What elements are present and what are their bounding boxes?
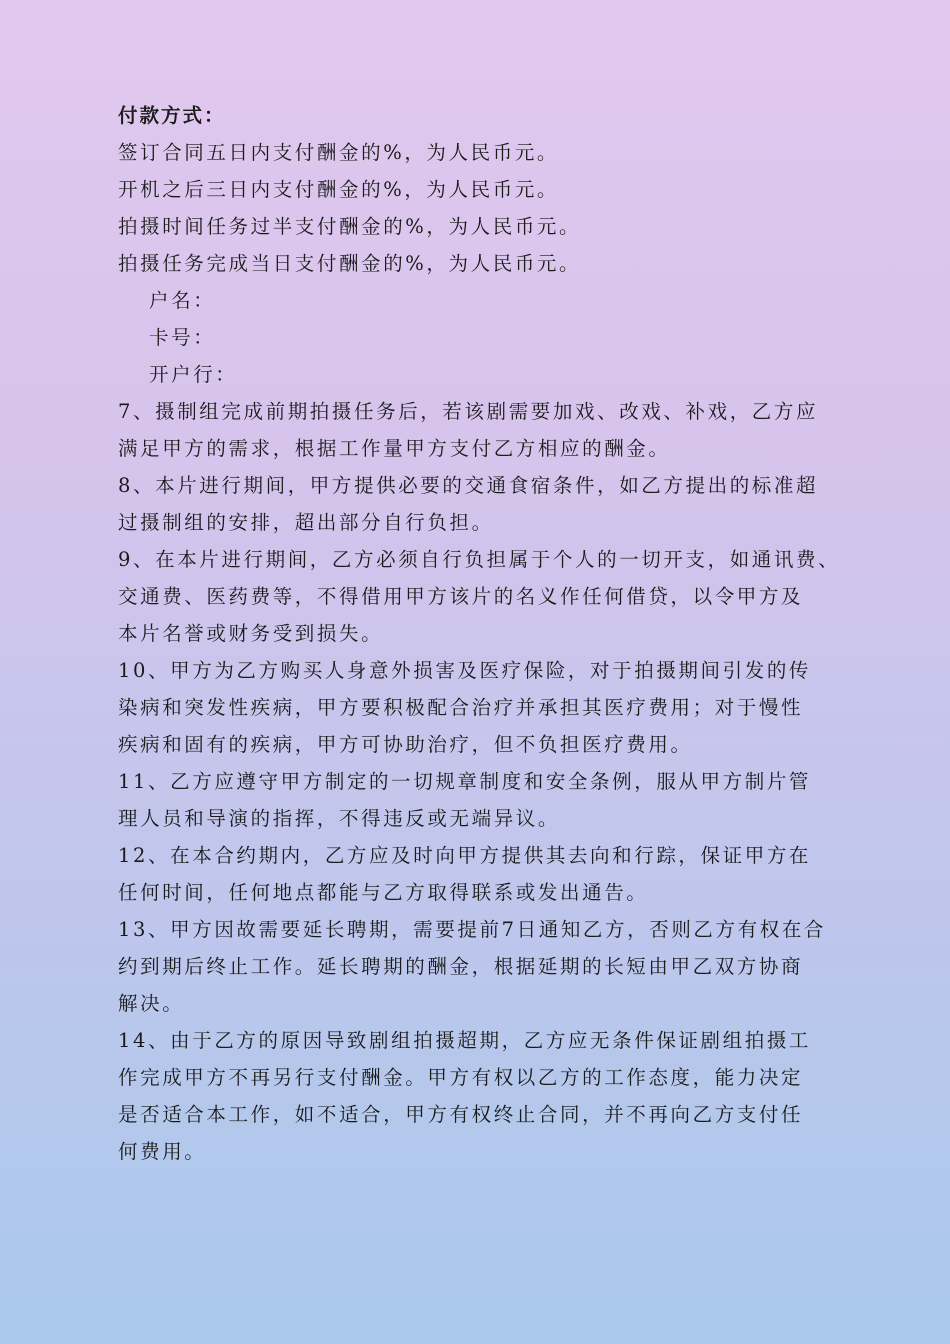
payment-item-4: 拍摄任务完成当日支付酬金的%，为人民币元。 [118,252,582,275]
clause-12 [118,837,838,911]
clause-line: 14、由于乙方的原因导致剧组拍摄超期，乙方应无条件保证剧组拍摄工 [118,1029,812,1052]
clause-9 [118,541,841,652]
clause-line: 作完成甲方不再另行支付酬金。甲方有权以乙方的工作态度，能力决定 [118,1066,804,1089]
clause-line: 过摄制组的安排，超出部分自行负担。 [118,511,494,534]
clause-line: 染病和突发性疾病，甲方要积极配合治疗并承担其医疗费用；对于慢性 [118,696,804,719]
clause-8 [118,467,838,541]
clause-13 [118,911,838,1022]
clause-line: 交通费、医药费等，不得借用甲方该片的名义作任何借贷，以令甲方及 [118,585,804,608]
clause-7 [118,393,838,467]
clause-line: 8、本片进行期间，甲方提供必要的交通食宿条件，如乙方提出的标准超 [118,474,819,497]
card-number-label: 卡号： [149,326,216,349]
clause-line: 12、在本合约期内，乙方应及时向甲方提供其去向和行踪，保证甲方在 [118,844,812,867]
clause-line: 解决。 [118,992,185,1015]
clause-line: 本片名誉或财务受到损失。 [118,622,384,645]
clause-11 [118,763,838,837]
clause-line: 任何时间，任何地点都能与乙方取得联系或发出通告。 [118,881,649,904]
clause-line: 何费用。 [118,1140,207,1163]
clause-14 [118,1022,838,1170]
clause-line: 13、甲方因故需要延长聘期，需要提前7日通知乙方，否则乙方有权在合 [118,918,827,941]
payment-heading: 付款方式： [118,104,226,127]
clause-line: 满足甲方的需求，根据工作量甲方支付乙方相应的酬金。 [118,437,671,460]
document-body [118,97,841,1170]
payment-item-1: 签订合同五日内支付酬金的%，为人民币元。 [118,141,560,164]
payment-item-3: 拍摄时间任务过半支付酬金的%，为人民币元。 [118,215,582,238]
clause-line: 是否适合本工作，如不适合，甲方有权终止合同，并不再向乙方支付任 [118,1103,804,1126]
clause-line: 10、甲方为乙方购买人身意外损害及医疗保险，对于拍摄期间引发的传 [118,659,812,682]
clause-line: 约到期后终止工作。延长聘期的酬金，根据延期的长短由甲乙双方协商 [118,955,804,978]
clause-10 [118,652,838,763]
account-name-label: 户名： [149,289,216,312]
clause-line: 9、在本片进行期间，乙方必须自行负担属于个人的一切开支，如通讯费、 [118,548,841,571]
clause-line: 疾病和固有的疾病，甲方可协助治疗，但不负担医疗费用。 [118,733,693,756]
clause-line: 7、摄制组完成前期拍摄任务后，若该剧需要加戏、改戏、补戏，乙方应 [118,400,819,423]
bank-label: 开户行： [149,363,238,386]
clause-line: 11、乙方应遵守甲方制定的一切规章制度和安全条例，服从甲方制片管 [118,770,812,793]
payment-item-2: 开机之后三日内支付酬金的%，为人民币元。 [118,178,560,201]
clause-line: 理人员和导演的指挥，不得违反或无端异议。 [118,807,561,830]
